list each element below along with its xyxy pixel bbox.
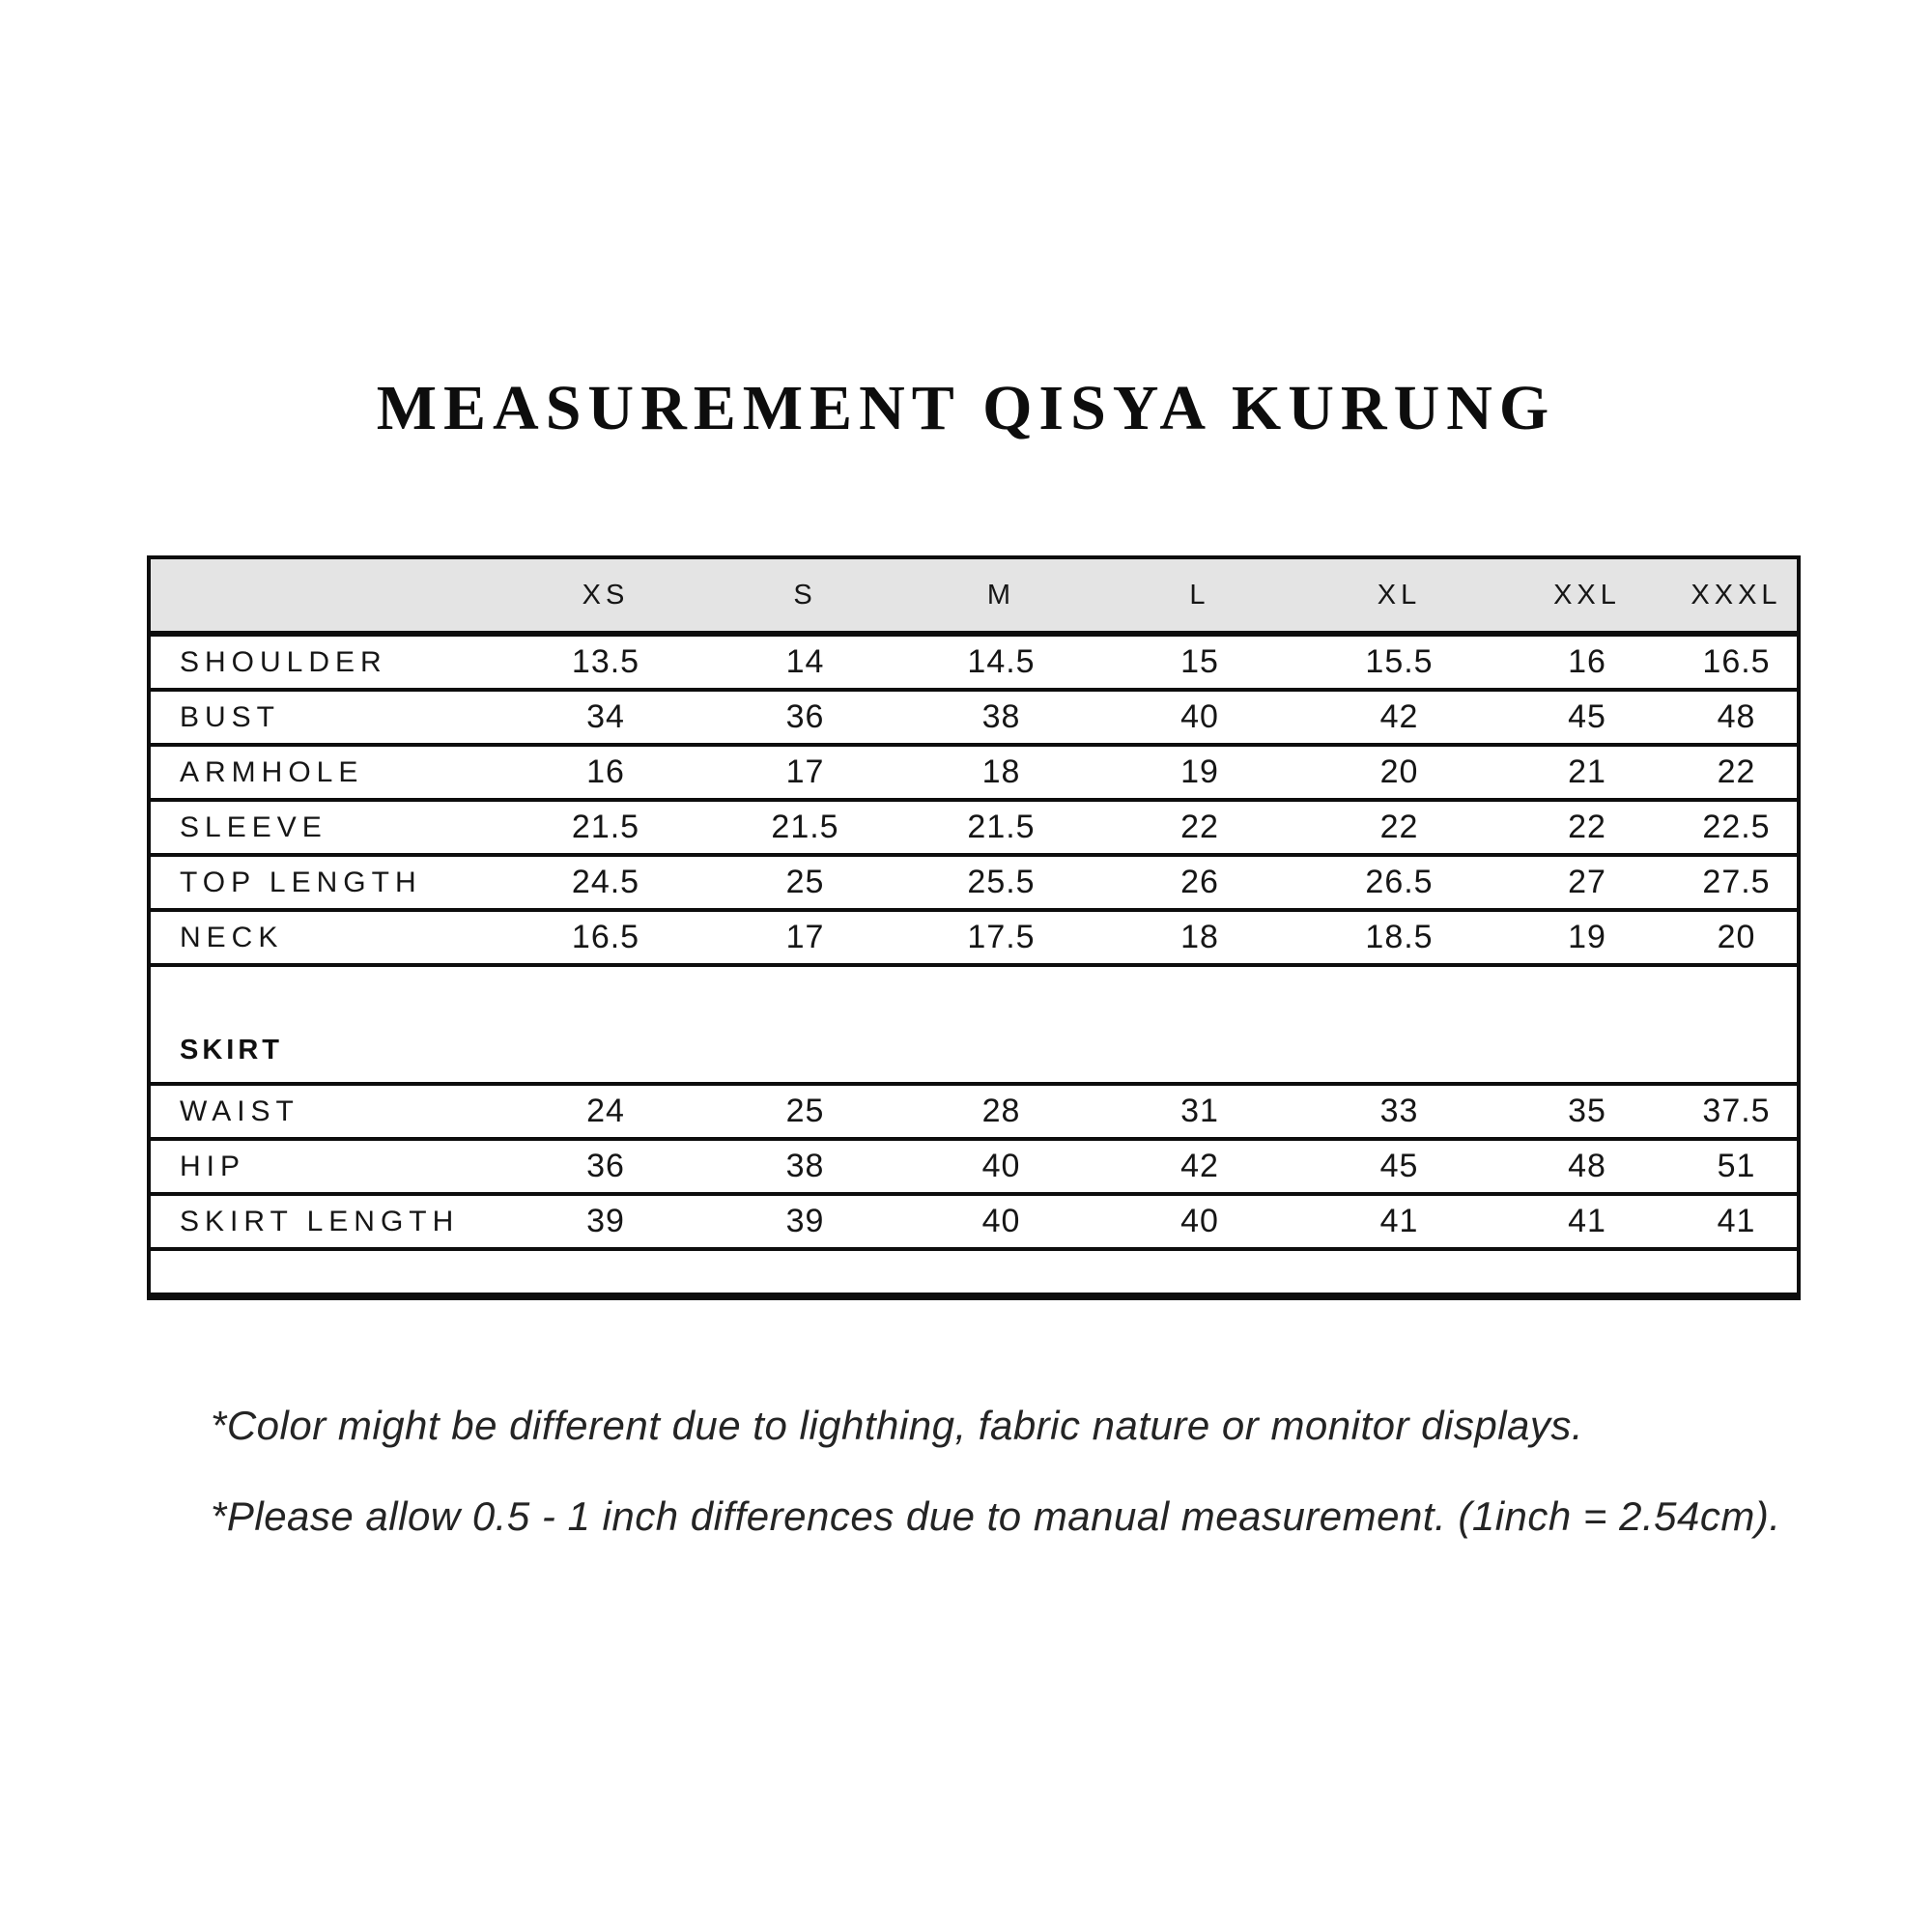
cell-armhole-m: 18 <box>903 745 1099 800</box>
cell-neck-xxxl: 20 <box>1676 910 1799 965</box>
cell-hip-xs: 36 <box>504 1139 707 1194</box>
measurement-table <box>147 555 1801 1300</box>
cell-top-length-l: 26 <box>1099 855 1300 910</box>
row-label-bust: BUST <box>149 690 504 745</box>
cell-bust-m: 38 <box>903 690 1099 745</box>
cell-top-length-s: 25 <box>707 855 903 910</box>
table-row-hip <box>149 1139 1799 1194</box>
cell-top-length-xs: 24.5 <box>504 855 707 910</box>
row-label-top-length: TOP LENGTH <box>149 855 504 910</box>
size-header-s: S <box>707 557 903 634</box>
cell-skirt-length-xl: 41 <box>1300 1194 1498 1249</box>
row-label-sleeve: SLEEVE <box>149 800 504 855</box>
cell-armhole-s: 17 <box>707 745 903 800</box>
cell-sleeve-m: 21.5 <box>903 800 1099 855</box>
cell-bust-xs: 34 <box>504 690 707 745</box>
cell-neck-l: 18 <box>1099 910 1300 965</box>
row-label-armhole: ARMHOLE <box>149 745 504 800</box>
cell-bust-xl: 42 <box>1300 690 1498 745</box>
cell-top-length-xxl: 27 <box>1498 855 1676 910</box>
cell-waist-xl: 33 <box>1300 1084 1498 1139</box>
size-header-xs: XS <box>504 557 707 634</box>
note-color-disclaimer: *Color might be different due to lighthing, fabric nature or monitor displays. <box>211 1403 1584 1448</box>
cell-waist-l: 31 <box>1099 1084 1300 1139</box>
size-header-m: M <box>903 557 1099 634</box>
cell-neck-xl: 18.5 <box>1300 910 1498 965</box>
cell-sleeve-xxxl: 22.5 <box>1676 800 1799 855</box>
cell-sleeve-xs: 21.5 <box>504 800 707 855</box>
note-measurement-disclaimer: *Please allow 0.5 - 1 inch differences due to manual measurement. (1inch = 2.54cm). <box>211 1493 1781 1539</box>
size-header-xl: XL <box>1300 557 1498 634</box>
cell-bust-xxxl: 48 <box>1676 690 1799 745</box>
size-header-xxl: XXL <box>1498 557 1676 634</box>
skirt-section-row <box>149 965 1799 1084</box>
cell-skirt-length-m: 40 <box>903 1194 1099 1249</box>
table-row-skirt-length <box>149 1194 1799 1249</box>
size-header-l: L <box>1099 557 1300 634</box>
cell-hip-xl: 45 <box>1300 1139 1498 1194</box>
cell-bust-xxl: 45 <box>1498 690 1676 745</box>
row-label-hip: HIP <box>149 1139 504 1194</box>
cell-neck-xs: 16.5 <box>504 910 707 965</box>
cell-shoulder-l: 15 <box>1099 634 1300 690</box>
cell-skirt-length-xxl: 41 <box>1498 1194 1676 1249</box>
cell-skirt-length-s: 39 <box>707 1194 903 1249</box>
cell-shoulder-m: 14.5 <box>903 634 1099 690</box>
table-row-sleeve <box>149 800 1799 855</box>
cell-waist-s: 25 <box>707 1084 903 1139</box>
cell-armhole-l: 19 <box>1099 745 1300 800</box>
cell-waist-m: 28 <box>903 1084 1099 1139</box>
cell-neck-xxl: 19 <box>1498 910 1676 965</box>
cell-bust-s: 36 <box>707 690 903 745</box>
cell-hip-xxl: 48 <box>1498 1139 1676 1194</box>
row-label-neck: NECK <box>149 910 504 965</box>
page-title: MEASUREMENT QISYA KURUNG <box>376 373 1556 443</box>
cell-skirt-length-l: 40 <box>1099 1194 1300 1249</box>
cell-armhole-xs: 16 <box>504 745 707 800</box>
cell-armhole-xxxl: 22 <box>1676 745 1799 800</box>
table-empty-row <box>149 1249 1799 1296</box>
size-header-row <box>149 557 1799 634</box>
cell-waist-xxxl: 37.5 <box>1676 1084 1799 1139</box>
size-header-xxxl: XXXL <box>1676 557 1799 634</box>
cell-sleeve-xl: 22 <box>1300 800 1498 855</box>
skirt-section-label: SKIRT <box>149 965 1799 1084</box>
cell-sleeve-l: 22 <box>1099 800 1300 855</box>
cell-hip-s: 38 <box>707 1139 903 1194</box>
row-label-waist: WAIST <box>149 1084 504 1139</box>
cell-shoulder-xxxl: 16.5 <box>1676 634 1799 690</box>
cell-sleeve-s: 21.5 <box>707 800 903 855</box>
cell-shoulder-xl: 15.5 <box>1300 634 1498 690</box>
cell-hip-m: 40 <box>903 1139 1099 1194</box>
cell-hip-xxxl: 51 <box>1676 1139 1799 1194</box>
cell-neck-m: 17.5 <box>903 910 1099 965</box>
cell-sleeve-xxl: 22 <box>1498 800 1676 855</box>
cell-waist-xs: 24 <box>504 1084 707 1139</box>
cell-waist-xxl: 35 <box>1498 1084 1676 1139</box>
cell-top-length-m: 25.5 <box>903 855 1099 910</box>
table-row-armhole <box>149 745 1799 800</box>
cell-shoulder-s: 14 <box>707 634 903 690</box>
cell-armhole-xl: 20 <box>1300 745 1498 800</box>
cell-shoulder-xs: 13.5 <box>504 634 707 690</box>
cell-bust-l: 40 <box>1099 690 1300 745</box>
cell-shoulder-xxl: 16 <box>1498 634 1676 690</box>
table-row-shoulder <box>149 634 1799 690</box>
row-label-shoulder: SHOULDER <box>149 634 504 690</box>
table-row-neck <box>149 910 1799 965</box>
table-row-top-length <box>149 855 1799 910</box>
disclaimer-notes <box>211 1403 1853 1540</box>
cell-armhole-xxl: 21 <box>1498 745 1676 800</box>
cell-skirt-length-xs: 39 <box>504 1194 707 1249</box>
table-row-bust <box>149 690 1799 745</box>
cell-neck-s: 17 <box>707 910 903 965</box>
cell-top-length-xxxl: 27.5 <box>1676 855 1799 910</box>
cell-skirt-length-xxxl: 41 <box>1676 1194 1799 1249</box>
corner-cell <box>149 557 504 634</box>
row-label-skirt-length: SKIRT LENGTH <box>149 1194 504 1249</box>
cell-top-length-xl: 26.5 <box>1300 855 1498 910</box>
table-row-waist <box>149 1084 1799 1139</box>
cell-hip-l: 42 <box>1099 1139 1300 1194</box>
empty-cell <box>149 1249 1799 1296</box>
